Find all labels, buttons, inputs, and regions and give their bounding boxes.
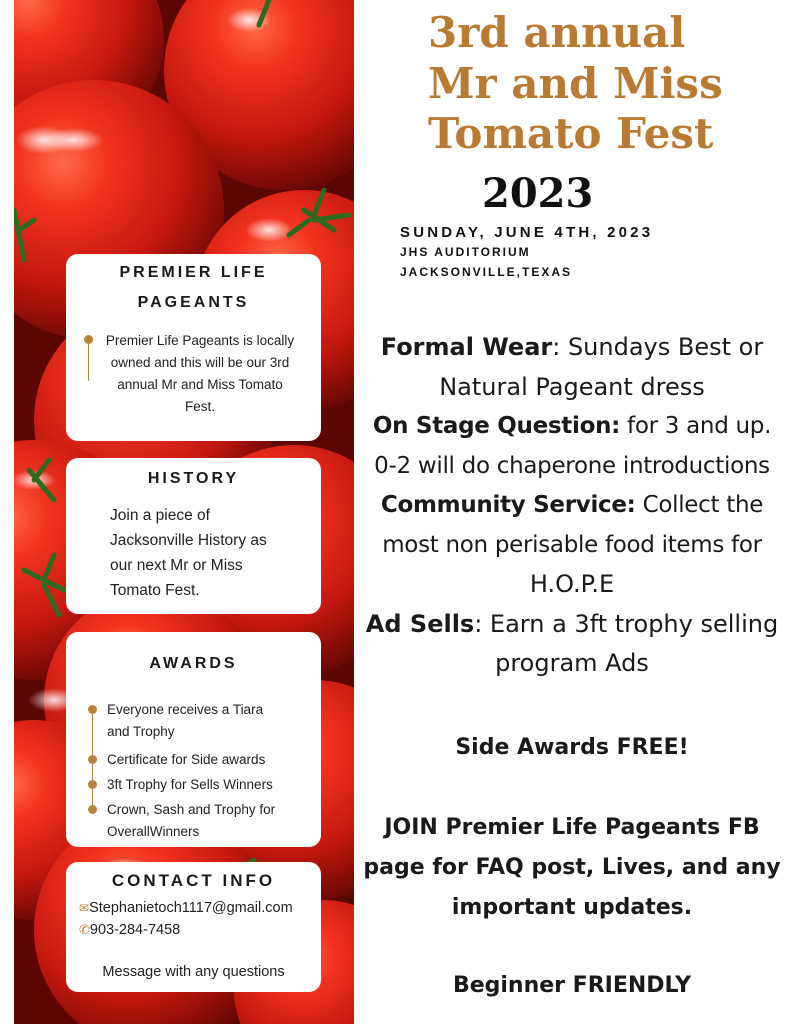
page-title-line-2: Mr and Miss (428, 59, 723, 108)
bullet-dot-icon (88, 755, 97, 764)
ad-sells-line-2: program Ads (495, 649, 649, 677)
ad-sells-line: Ad Sells: Earn a 3ft trophy selling (365, 609, 779, 638)
contact-card (66, 862, 321, 992)
list-item: Crown, Sash and Trophy for OverallWinners (107, 802, 276, 839)
contact-message: Message with any questions (102, 964, 285, 980)
beginner-line: Beginner FRIENDLY (452, 973, 692, 998)
contact-phone[interactable]: ✆903-284-7458 (79, 922, 181, 938)
stage-question-line-2: 0-2 will do chaperone introductions (374, 452, 770, 479)
envelope-icon: ✉ (79, 901, 90, 915)
bullet-dot-icon (88, 805, 97, 814)
bullet-dot-icon (88, 780, 97, 789)
awards-list (66, 632, 321, 847)
list-item: Everyone receives a Tiara and Trophy (107, 702, 264, 739)
bullet-line (88, 343, 89, 381)
list-item: 3ft Trophy for Sells Winners (107, 777, 273, 792)
awards-card (66, 632, 321, 847)
event-venue: JHS AUDITORIUM (400, 245, 531, 259)
event-city: JACKSONVILLE,TEXAS (400, 265, 573, 279)
premier-card-title: PREMIER LIFE PAGEANTS (119, 264, 268, 311)
list-item: Certificate for Side awards (107, 752, 266, 767)
history-card-title: HISTORY (147, 470, 240, 487)
awards-card-title: AWARDS (149, 655, 238, 672)
community-service-line-2: most non perisable food items for (382, 531, 762, 558)
history-card-body: Join a piece of Jacksonville History as our next Mr or Miss Tomato Fest. (110, 507, 267, 599)
formal-wear-line: Formal Wear: Sundays Best or (380, 333, 764, 361)
page-title-line-1: 3rd annual (428, 8, 686, 57)
stage-question-line: On Stage Question: for 3 and up. (372, 413, 772, 439)
phone-icon: ✆ (79, 922, 90, 937)
join-block: JOIN Premier Life Pageants FB page for FAQ post, Lives, and any important updates. (363, 815, 781, 920)
formal-wear-line-2: Natural Pageant dress (439, 372, 705, 401)
contact-email[interactable]: ✉Stephanietoch1117@gmail.com (79, 900, 293, 916)
contact-card-title: CONTACT INFO (111, 871, 276, 890)
event-year: 2023 (482, 170, 594, 217)
details-block (356, 328, 788, 684)
community-service-line: Community Service: Collect the (380, 492, 764, 518)
side-awards-line: Side Awards FREE! (455, 735, 689, 760)
page-title-line-3: Tomato Fest (428, 109, 714, 158)
event-date: SUNDAY, JUNE 4TH, 2023 (400, 224, 654, 241)
premier-card-body: Premier Life Pageants is locally owned and this will be our 3rd annual Mr and Miss Tomato Fest. (105, 333, 295, 414)
premier-card (66, 254, 321, 441)
community-service-line-3: H.O.P.E (529, 570, 615, 598)
bullet-dot-icon (88, 705, 97, 714)
history-card (66, 458, 321, 614)
